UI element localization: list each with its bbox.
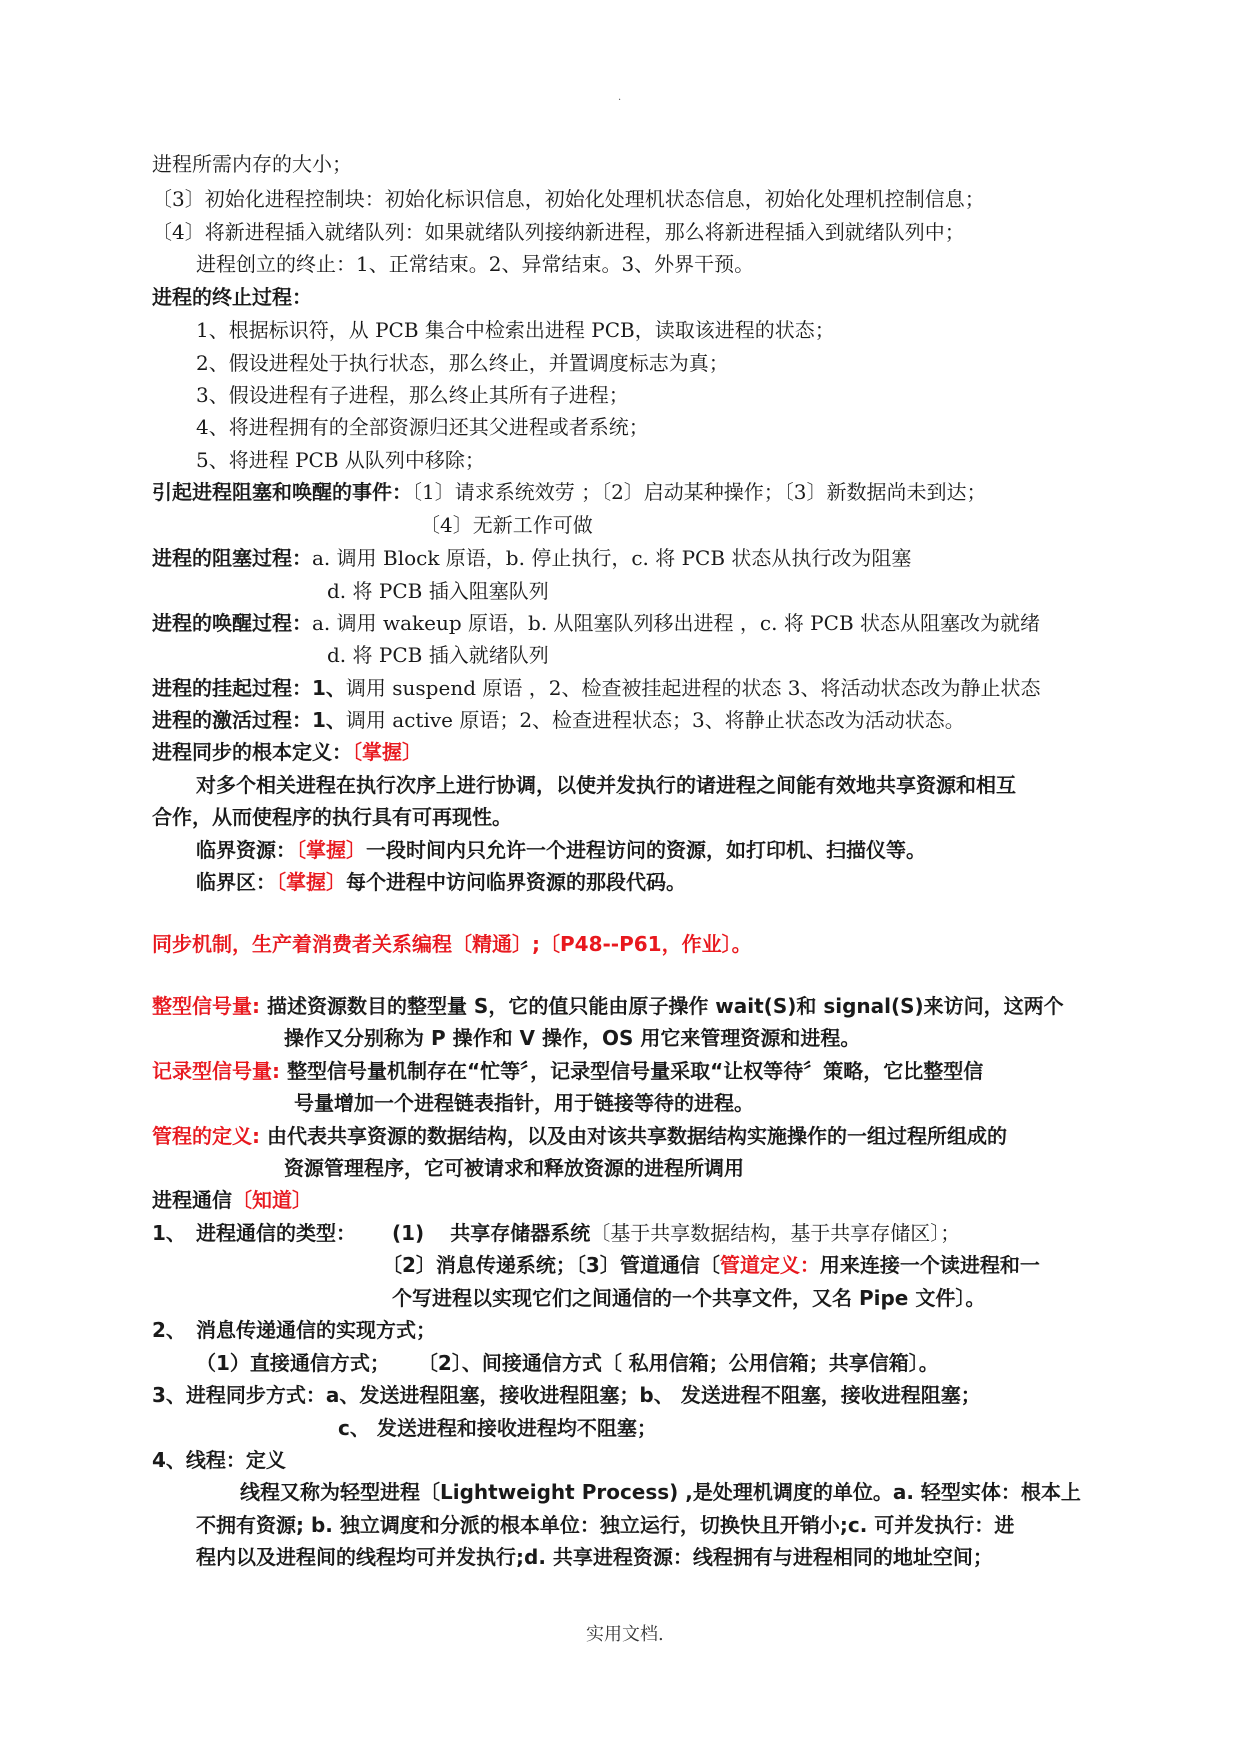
thread-para-2: 不拥有资源; b. 独立调度和分派的根本单位：独立运行，切换快且开销小;c. 可并发执行：进 [196,1513,1015,1537]
termination-step-4: 4、将进程拥有的全部资源归还其父进程或者系统； [196,415,649,439]
critical-resource-tag: 〔掌握〕 [296,838,366,862]
sync-mechanism-heading: 同步机制，生产着消费者关系编程〔精通〕;〔P48--P61，作业〕。 [152,932,752,956]
pipe-definition-label: 管道定义： [719,1253,820,1277]
msg-passing-heading: 消息传递通信的实现方式； [196,1318,436,1342]
ipc-heading [152,1186,312,1214]
msg-indirect: 〔2〕、间接通信方式〔 私用信箱；公用信箱；共享信箱〕。 [427,1351,939,1375]
ipc-types-num: 1、 [152,1221,186,1245]
msg-direct: （1）直接通信方式； [196,1351,390,1375]
ipc-types-label: 进程通信的类型： [196,1221,356,1245]
pipe-definition-text: 用来连接一个读进程和一 [819,1253,1040,1277]
critical-resource-label: 临界资源： [196,838,296,862]
monitor-text: 由代表共享资源的数据结构，以及由对该共享数据结构实施操作的一组过程所组成的 [260,1124,1007,1148]
ipc-types-2 [382,1251,1040,1279]
thread-para-1: 线程又称为轻型进程〔Lightweight Process) ,是处理机调度的单位。a. 轻型实体：根本上 [240,1480,1081,1504]
activate-process [152,706,965,734]
suspend-process [152,674,1041,702]
heading-termination: 进程的终止过程： [152,285,312,309]
footer-text: 实用文档. [586,1624,664,1645]
sync-definition-para-2: 合作，从而使程序的执行具有可再现性。 [152,805,512,829]
activate-label: 进程的激活过程：1、 [152,708,346,732]
sync-modes: 3、进程同步方式：a、发送进程阻塞，接收进程阻塞；b、 发送进程不阻塞，接收进程阻塞； [152,1383,981,1407]
header-dot: . [618,92,622,103]
ipc-types-2-text: 〔2〕消息传递系统；〔3〕管道通信〔 [382,1253,720,1277]
integer-semaphore-cont: 操作又分别称为 P 操作和 V 操作，OS 用它来管理资源和进程。 [284,1026,861,1050]
termination-step-1: 1、根据标识符，从 PCB 集合中检索出进程 PCB，读取该进程的状态； [196,318,835,342]
wakeup-process [152,609,1040,637]
ipc-types-2-cont: 个写进程以实现它们之间通信的一个共享文件，又名 Pipe 文件〕。 [392,1286,986,1310]
sync-definition-tag: 〔掌握〕 [352,740,422,764]
block-wake-text: 〔1〕请求系统效劳 ；〔2〕启动某种操作；〔3〕新数据尚未到达； [412,480,987,504]
critical-section [196,868,686,896]
block-wake-label: 引起进程阻塞和唤醒的事件： [152,480,412,504]
ipc-types-1-num: (1) [392,1221,425,1245]
ipc-title: 进程通信 [152,1188,232,1212]
termination-step-3: 3、假设进程有子进程，那么终止其所有子进程； [196,383,629,407]
ipc-types-1 [392,1219,960,1247]
ipc-types-1-note: 〔基于共享数据结构，基于共享存储区〕； [590,1221,961,1245]
wakeup-text: a. 调用 wakeup 原语，b. 从阻塞队列移出进程 ，c. 将 PCB 状态从阻塞改为就绪 [312,611,1040,635]
suspend-label: 进程的挂起过程：1、 [152,676,346,700]
sync-definition-heading [152,738,422,766]
msg-passing-methods [196,1349,939,1377]
line-insert-ready: 〔4〕将新进程插入就绪队列：如果就绪队列接纳新进程，那么将新进程插入到就绪队列中； [152,220,965,244]
suspend-text: 调用 suspend 原语 ，2、检查被挂起进程的状态 3、将活动状态改为静止状态 [345,676,1041,700]
integer-semaphore-text: 描述资源数目的整型量 S，它的值只能由原子操作 wait(S)和 signal(S)来访问，这两个 [260,994,1064,1018]
monitor-label: 管程的定义: [152,1124,260,1148]
record-semaphore-label: 记录型信号量: [152,1059,280,1083]
block-wake-events [152,478,987,506]
thread-para-3: 程内以及进程间的线程均可并发执行;d. 共享进程资源：线程拥有与进程相同的地址空间； [196,1545,993,1569]
sync-modes-cont: c、 发送进程和接收进程均不阻塞； [338,1416,657,1440]
integer-semaphore-label: 整型信号量: [152,994,260,1018]
blocking-cont: d. 将 PCB 插入阻塞队列 [327,579,549,603]
termination-step-5: 5、将进程 PCB 从队列中移除； [196,448,485,472]
block-wake-events-cont: 〔4〕无新工作可做 [420,513,593,537]
critical-section-tag: 〔掌握〕 [276,870,346,894]
line-memory-size: 进程所需内存的大小； [152,152,352,176]
critical-resource-text: 一段时间内只允许一个进程访问的资源，如打印机、扫描仪等。 [366,838,926,862]
record-semaphore-cont: 号量增加一个进程链表指针，用于链接等待的进程。 [294,1091,754,1115]
activate-text: 调用 active 原语；2、检查进程状态；3、将静止状态改为活动状态。 [345,708,965,732]
monitor-cont: 资源管理程序，它可被请求和释放资源的进程所调用 [284,1156,744,1180]
msg-passing-num: 2、 [152,1318,186,1342]
sync-definition-para-1: 对多个相关进程在执行次序上进行协调，以使并发执行的诸进程之间能有效地共享资源和相互 [196,773,1016,797]
blocking-label: 进程的阻塞过程： [152,546,312,570]
blocking-process [152,544,911,572]
monitor-definition [152,1122,1007,1150]
wakeup-label: 进程的唤醒过程： [152,611,312,635]
ipc-types [152,1219,186,1247]
ipc-tag: 〔知道〕 [232,1188,312,1212]
line-creation-end: 进程创立的终止：1、正常结束。2、异常结束。3、外界干预。 [196,252,755,276]
critical-section-text: 每个进程中访问临界资源的那段代码。 [346,870,686,894]
thread-heading: 4、线程：定义 [152,1448,286,1472]
critical-resource [196,836,926,864]
termination-step-2: 2、假设进程处于执行状态，那么终止，并置调度标志为真； [196,351,729,375]
blocking-text: a. 调用 Block 原语，b. 停止执行，c. 将 PCB 状态从执行改为阻塞 [312,546,912,570]
line-init-pcb: 〔3〕初始化进程控制块：初始化标识信息，初始化处理机状态信息，初始化处理机控制信息； [152,187,985,211]
wakeup-cont: d. 将 PCB 插入就绪队列 [327,643,549,667]
critical-section-label: 临界区： [196,870,276,894]
sync-definition-title: 进程同步的根本定义： [152,740,352,764]
ipc-types-1-name: 共享存储器系统 [450,1221,591,1245]
integer-semaphore [152,992,1064,1020]
record-semaphore-text: 整型信号量机制存在“忙等〞，记录型信号量采取“让权等待〞策略，它比整型信 [280,1059,984,1083]
record-semaphore [152,1057,983,1085]
